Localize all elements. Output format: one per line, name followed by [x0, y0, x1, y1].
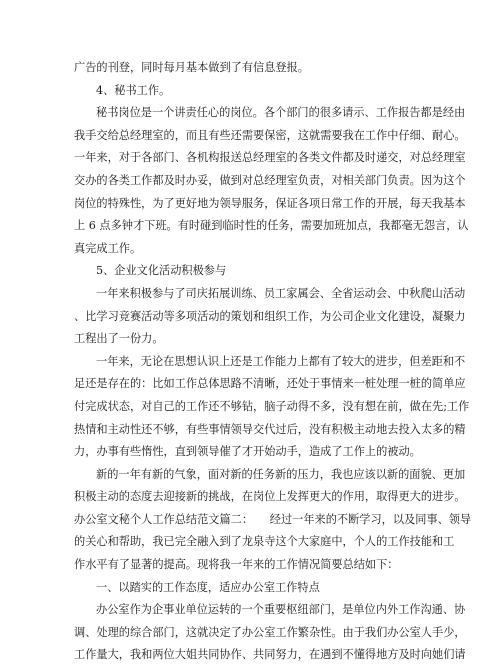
text-line: 调、处理的综合部门，这就决定了办公室工作繁杂性。由于我们办公室人手少，: [74, 625, 466, 639]
text-line: 一年来，对于各部门、各机构报送总经理室的各类文件都及时递交，对总经理室: [74, 151, 466, 165]
text-line: 一年来，无论在思想认识上还是工作能力上都有了较大的进步，但差距和不: [96, 354, 466, 368]
document-body: [74, 57, 472, 667]
text-line: 作水平有了显著的提高。现将我一年来的工作情况简要总结如下：: [74, 558, 399, 572]
text-line: 我手交给总经理室的，而且有些还需要保密，这就需要我在工作中仔细、耐心。: [74, 128, 466, 142]
text-line: 真完成工作。: [74, 241, 142, 255]
text-line: 热情和主动性还不够，有些事情领导交代过后，没有积极主动地去投入太多的精: [74, 422, 466, 436]
text-line: 4、秘书工作。: [96, 83, 171, 97]
text-line: 的关心和帮助，我已完全融入到了龙泉寺这个大家庭中，个人的工作技能和工: [74, 535, 455, 549]
text-line: 办公室作为企事业单位运转的一个重要枢纽部门，是单位内外工作沟通、协: [96, 603, 466, 617]
text-line: 交办的各类工作都及时办妥，做到对总经理室负责，对相关部门负责。因为这个: [74, 173, 466, 187]
text-line: 岗位的特殊性，为了更好地为领导服务，保证各项日常工作的开展，每天我基本: [74, 196, 466, 210]
text-line: 一、以踏实的工作态度，适应办公室工作特点: [96, 580, 320, 594]
text-line: 广告的刊登，同时每月基本做到了有信息登报。: [74, 61, 309, 74]
text-line: 5、企业文化活动积极参与: [96, 264, 227, 278]
text-line: 上 6 点多钟才下班。有时碰到临时性的任务，需要加班加点，我都毫无怨言，认: [74, 219, 469, 233]
text-line: 一年来积极参与了司庆拓展训练、员工家属会、全省运动会、中秋爬山活动: [96, 286, 466, 300]
text-line: 办公室文秘个人工作总结范文篇二： 经过一年来的不断学习，以及同事、领导: [74, 512, 472, 526]
text-line: 工作量大，我和两位大姐共同协作、共同努力，在遇到不懂得地方及时向她们请: [74, 648, 466, 662]
text-line: 工程出了一份力。: [74, 332, 164, 346]
text-line: 付完成状态，对自己的工作还不够钻，脑子动得不多，没有想在前，做在先;工作: [74, 399, 470, 413]
text-line: 积极主动的态度去迎接新的挑战，在岗位上发挥更大的作用，取得更大的进步。: [74, 490, 466, 504]
text-line: 秘书岗位是一个讲责任心的岗位。各个部门的很多请示、工作报告都是经由: [96, 106, 466, 120]
text-line: 力，办事有些惰性，直到领导催了才开始动手，造成了工作上的被动。: [74, 445, 421, 459]
text-line: 、比学习竞赛活动等多项活动的策划和组织工作，为公司企业文化建设，凝聚力: [74, 309, 466, 323]
text-line: 足还是存在的：比如工作总体思路不清晰，还处于事情来一桩处理一桩的简单应: [74, 377, 466, 391]
text-line: 新的一年有新的气象，面对新的任务新的压力，我也应该以新的面貌、更加: [96, 467, 466, 481]
